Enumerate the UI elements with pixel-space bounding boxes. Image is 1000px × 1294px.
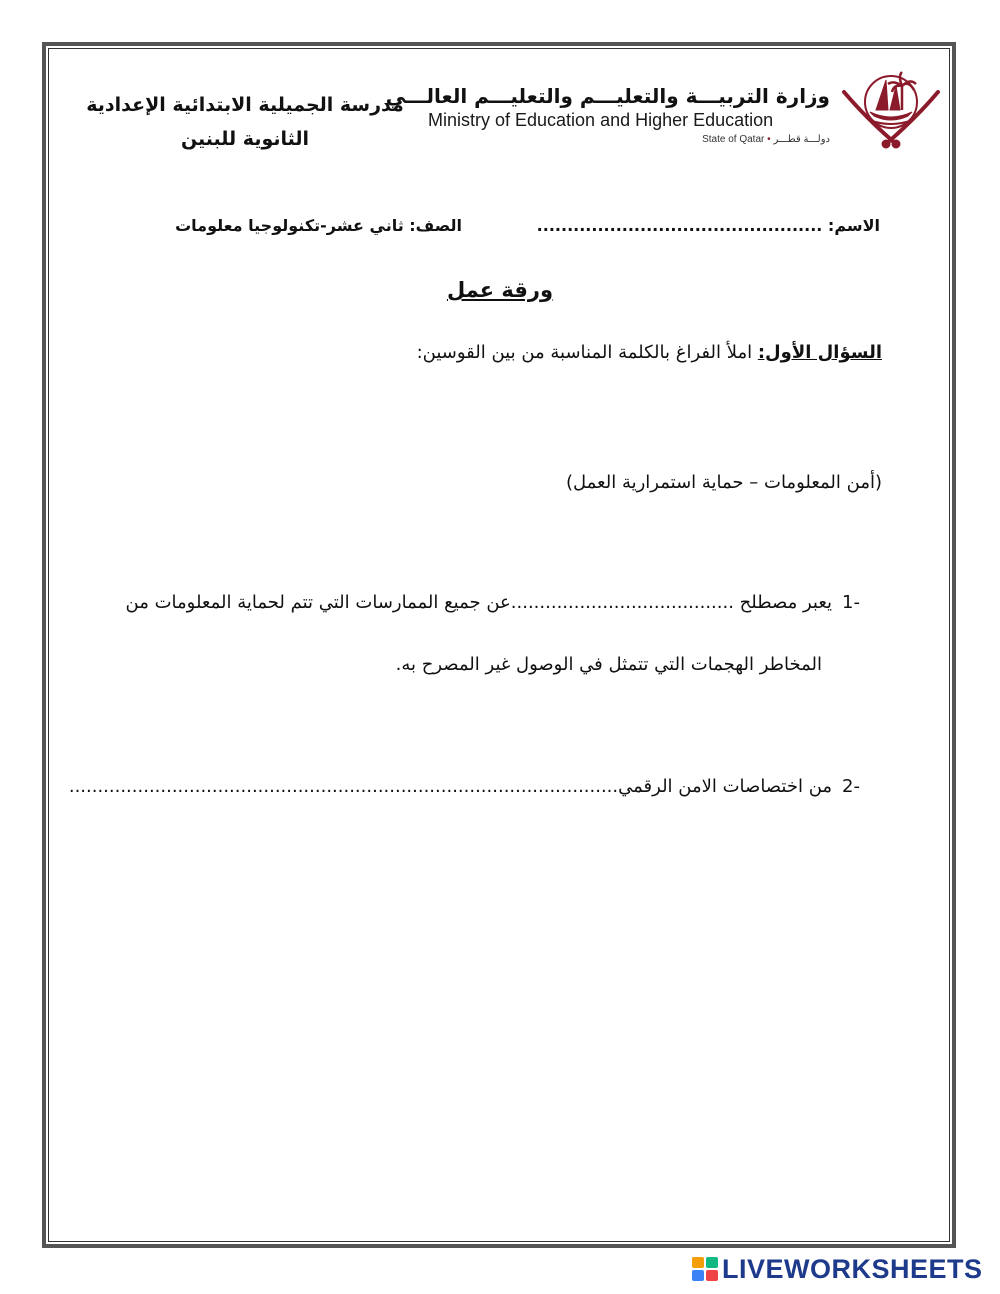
question-one-heading: [300, 342, 882, 363]
state-english: State of Qatar: [702, 134, 765, 145]
question-item-2: [68, 776, 860, 797]
question-one-text: املأ الفراغ بالكلمة المناسبة من بين القوسين:: [416, 342, 758, 363]
liveworksheets-logo-icon: [692, 1257, 718, 1281]
question-one-label: السؤال الأول:: [757, 342, 882, 363]
item-text[interactable]: من اختصاصات الامن الرقمي................................................................................................: [68, 776, 833, 797]
school-name: [80, 88, 410, 156]
liveworksheets-brand[interactable]: [692, 1254, 983, 1284]
student-name-field[interactable]: الاسم: ...............................................: [536, 216, 880, 235]
question-item-1: [118, 592, 860, 613]
student-class: الصف: ثاني عشر-تكنولوجيا معلومات: [175, 216, 462, 235]
state-dot-icon: •: [767, 134, 771, 145]
item-number: -1: [842, 592, 860, 613]
qatar-emblem-icon: [836, 56, 946, 152]
item-number: -2: [842, 776, 860, 797]
ministry-name-arabic: وزارة التربيـــة والتعليـــم والتعليـــم العالـــي: [385, 84, 830, 108]
word-choices: (أمن المعلومات – حماية استمرارية العمل): [566, 472, 882, 493]
state-of-qatar: [560, 134, 830, 145]
item-text[interactable]: يعبر مصطلح .......................................عن جميع الممارسات التي تتم لحماية المعلومات من: [125, 592, 833, 613]
liveworksheets-wordmark: LIVEWORKSHEETS: [722, 1253, 983, 1284]
worksheet-title: ورقة عمل: [446, 278, 554, 302]
ministry-name-english: Ministry of Education and Higher Education: [428, 110, 774, 130]
question-item-1-continued: المخاطر الهجمات التي تتمثل في الوصول غير المصرح به.: [395, 654, 822, 675]
school-name-line2: الثانوية للبنين: [180, 128, 310, 150]
state-arabic: دولـــة قطـــر: [773, 134, 830, 145]
school-name-line1: مدرسة الجميلية الابتدائية الإعدادية: [86, 94, 404, 116]
